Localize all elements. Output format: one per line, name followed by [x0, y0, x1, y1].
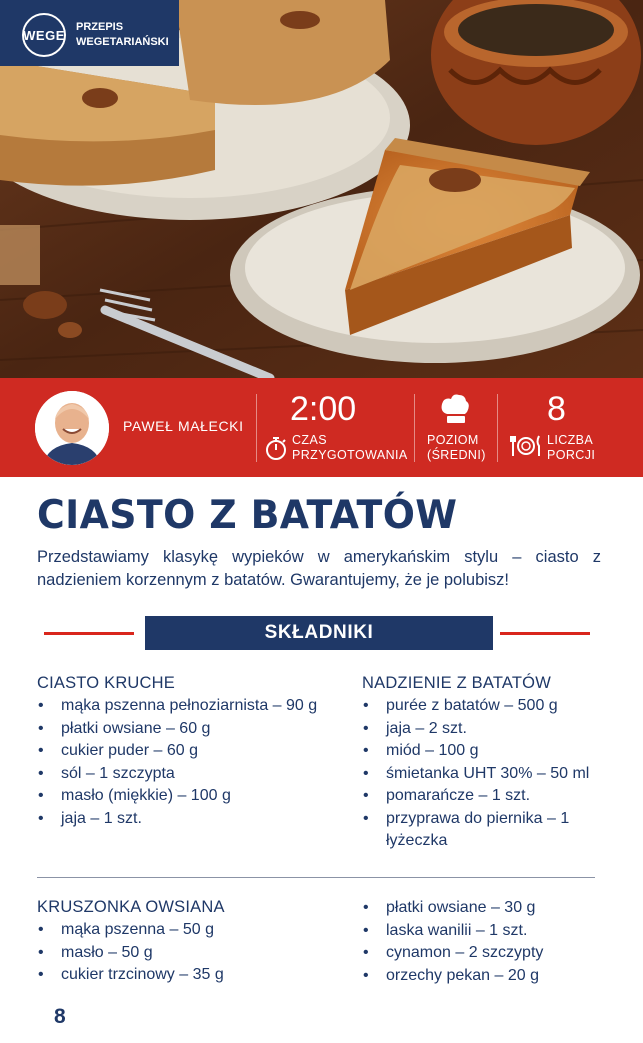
recipe-info-bar — [0, 378, 643, 477]
list-item: • płatki owsiane – 30 g — [362, 897, 612, 920]
section-line-left — [44, 632, 134, 635]
wege-circle: WEGE — [22, 13, 66, 57]
prep-time-label: CZAS PRZYGOTOWANIA — [292, 433, 408, 462]
section-divider — [37, 877, 595, 878]
recipe-intro: Przedstawiamy klasykę wypieków w amerykańskim stylu – ciasto z nadzieniem korzennym z batatów. Gwarantujemy, że je polubisz! — [37, 548, 601, 589]
divider — [497, 394, 498, 462]
list-item: • mąka pszenna pełnoziarnista – 90 g — [37, 695, 337, 718]
list-item: • pomarańcze – 1 szt. — [362, 785, 612, 808]
list-item: • śmietanka UHT 30% – 50 ml — [362, 763, 612, 786]
stopwatch-icon — [265, 436, 287, 465]
prep-time-value: 2:00 — [290, 390, 357, 428]
divider — [256, 394, 257, 462]
list-item: • przyprawa do piernika – 1 łyżeczka — [362, 808, 576, 853]
list-item: • laska wanilii – 1 szt. — [362, 920, 612, 943]
list-item: • miód – 100 g — [362, 740, 612, 763]
vegetarian-badge — [0, 0, 179, 66]
badge-line-1: PRZEPIS — [76, 21, 124, 33]
recipe-title: CIASTO Z BATATÓW — [37, 493, 458, 538]
list-item: • cukier puder – 60 g — [37, 740, 337, 763]
ingredients-dough — [37, 672, 337, 830]
crumble-heading: KRUSZONKA OWSIANA — [37, 898, 225, 916]
servings-value: 8 — [547, 390, 566, 428]
list-item: • purée z batatów – 500 g — [362, 695, 612, 718]
section-line-right — [500, 632, 590, 635]
dough-heading: CIASTO KRUCHE — [37, 674, 175, 692]
ingredients-filling — [362, 672, 612, 853]
list-item: • cynamon – 2 szczypty — [362, 942, 612, 965]
list-item: • płatki owsiane – 60 g — [37, 718, 337, 741]
chef-hat-icon — [439, 392, 471, 431]
difficulty-label: POZIOM (ŚREDNI) — [427, 433, 486, 462]
badge-line-2: WEGETARIAŃSKI — [76, 36, 169, 48]
list-item: • jaja – 1 szt. — [37, 808, 337, 831]
ingredients-crumble — [37, 896, 337, 987]
servings-label: LICZBA PORCJI — [547, 433, 596, 462]
ingredients-header: SKŁADNIKI — [145, 616, 493, 650]
filling-heading: NADZIENIE Z BATATÓW — [362, 674, 551, 692]
list-item: • masło – 50 g — [37, 942, 337, 965]
list-item: • jaja – 2 szt. — [362, 718, 612, 741]
page-number: 8 — [54, 1005, 66, 1028]
author-avatar — [35, 391, 109, 465]
list-item: • mąka pszenna – 50 g — [37, 919, 337, 942]
cutlery-plate-icon — [510, 434, 542, 463]
list-item: • masło (miękkie) – 100 g — [37, 785, 337, 808]
badge-text — [76, 20, 169, 50]
list-item: • sól – 1 szczypta — [37, 763, 337, 786]
ingredients-crumble-2 — [362, 897, 612, 987]
divider — [414, 394, 415, 462]
author-name: PAWEŁ MAŁECKI — [123, 418, 244, 434]
list-item: • orzechy pekan – 20 g — [362, 965, 612, 988]
list-item: • cukier trzcinowy – 35 g — [37, 964, 337, 987]
